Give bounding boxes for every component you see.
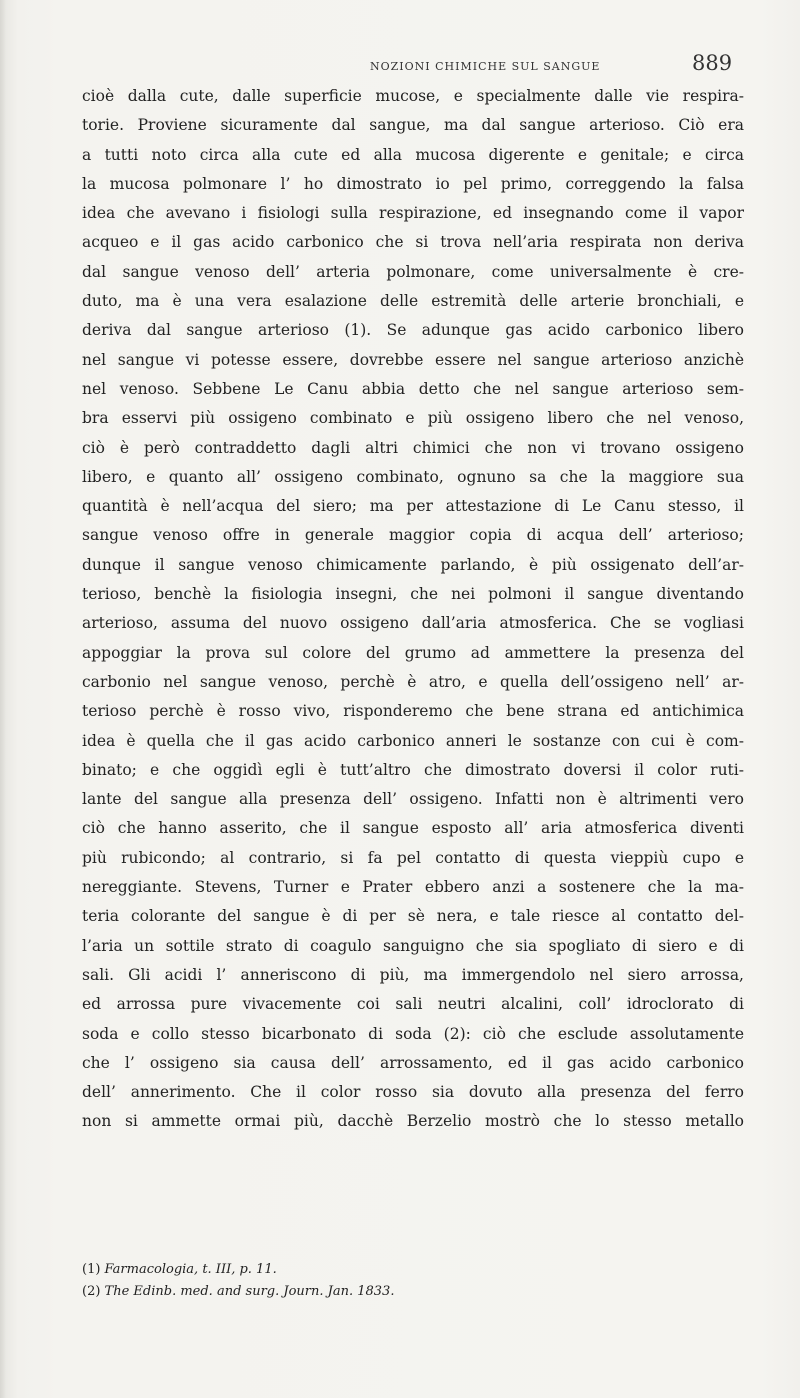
text-line: quantità è nell’acqua del siero; ma per attestazione di Le Canu stesso, il (82, 497, 744, 516)
footnote-marker: (1) (82, 1262, 105, 1277)
text-line: sangue venoso offre in generale maggior copia di acqua dell’ arterioso; (82, 526, 744, 545)
text-line: terioso perchè è rosso vivo, risponderemo che bene strana ed antichimica (82, 702, 744, 721)
text-line: bra esservi più ossigeno combinato e più ossigeno libero che nel venoso, (82, 409, 744, 428)
text-line: ciò è però contraddetto dagli altri chimici che non vi trovano ossigeno (82, 438, 744, 457)
text-line: libero, e quanto all’ ossigeno combinato, ognuno sa che la maggiore sua (82, 467, 744, 486)
text-line: acqueo e il gas acido carbonico che si trova nell’aria respirata non deriva (82, 233, 744, 252)
text-line: nel sangue vi potesse essere, dovrebbe essere nel sangue arterioso anzichè (82, 350, 744, 369)
text-line: sali. Gli acidi l’ anneriscono di più, ma immergendolo nel siero arrossa, (82, 965, 744, 984)
text-line: torie. Proviene sicuramente dal sangue, ma dal sangue arterioso. Ciò era (82, 116, 744, 135)
text-line: ciò che hanno asserito, che il sangue esposto all’ aria atmosferica diventi (82, 819, 744, 838)
text-line: lante del sangue alla presenza dell’ ossigeno. Infatti non è altrimenti vero (82, 790, 744, 809)
text-line: terioso, benchè la fisiologia insegni, che nei polmoni il sangue diventando (82, 585, 744, 604)
text-line: teria colorante del sangue è di per sè nera, e tale riesce al contatto del- (82, 907, 744, 926)
text-line: che l’ ossigeno sia causa dell’ arrossamento, ed il gas acido carbonico (82, 1053, 744, 1072)
text-line: idea è quella che il gas acido carbonico anneri le sostanze con cui è com- (82, 731, 744, 750)
text-line: l’aria un sottile strato di coagulo sanguigno che sia spogliato di siero e di (82, 936, 744, 955)
text-line: la mucosa polmonare l’ ho dimostrato io pel primo, correggendo la falsa (82, 174, 744, 193)
text-line: deriva dal sangue arterioso (1). Se adunque gas acido carbonico libero (82, 321, 744, 340)
text-line: binato; e che oggidì egli è tutt’altro che dimostrato doversi il color ruti- (82, 760, 744, 779)
running-header: NOZIONI CHIMICHE SUL SANGUE (370, 60, 601, 73)
text-line: idea che avevano i fisiologi sulla respirazione, ed insegnando come il vapor (82, 204, 744, 223)
footnotes (82, 1259, 744, 1303)
footnote (82, 1281, 744, 1303)
body-text (82, 82, 744, 1137)
footnote-text: The Edinb. med. and surg. Journ. Jan. 1833. (104, 1284, 395, 1299)
text-line: nel venoso. Sebbene Le Canu abbia detto che nel sangue arterioso sem- (82, 379, 744, 398)
text-line: carbonio nel sangue venoso, perchè è atro, e quella dell’ossigeno nell’ ar- (82, 672, 744, 691)
text-line: nereggiante. Stevens, Turner e Prater ebbero anzi a sostenere che la ma- (82, 878, 744, 897)
page-number: 889 (692, 51, 733, 75)
footnote-marker: (2) (82, 1284, 105, 1299)
page-gutter-shadow (0, 0, 6, 1398)
text-line: arterioso, assuma del nuovo ossigeno dall’aria atmosferica. Che se vogliasi (82, 614, 744, 633)
text-line: soda e collo stesso bicarbonato di soda (2): ciò che esclude assolutamente (82, 1024, 744, 1043)
text-line: dell’ annerimento. Che il color rosso sia dovuto alla presenza del ferro (82, 1083, 744, 1102)
footnote (82, 1259, 744, 1281)
text-line: dal sangue venoso dell’ arteria polmonare, come universalmente è cre- (82, 262, 744, 281)
footnote-text: Farmacologia, t. III, p. 11. (104, 1262, 277, 1277)
text-line: dunque il sangue venoso chimicamente parlando, è più ossigenato dell’ar- (82, 555, 744, 574)
text-line: cioè dalla cute, dalle superficie mucose, e specialmente dalle vie respira- (82, 87, 744, 105)
text-line: appoggiar la prova sul colore del grumo ad ammettere la presenza del (82, 643, 744, 662)
text-line: più rubicondo; al contrario, si fa pel contatto di questa vieppiù cupo e (82, 848, 744, 867)
text-line: ed arrossa pure vivacemente coi sali neutri alcalini, coll’ idroclorato di (82, 995, 744, 1014)
text-line: a tutti noto circa alla cute ed alla mucosa digerente e genitale; e circa (82, 145, 744, 164)
text-line: duto, ma è una vera esalazione delle estremità delle arterie bronchiali, e (82, 292, 744, 311)
text-line: non si ammette ormai più, dacchè Berzelio mostrò che lo stesso metallo (82, 1112, 744, 1131)
